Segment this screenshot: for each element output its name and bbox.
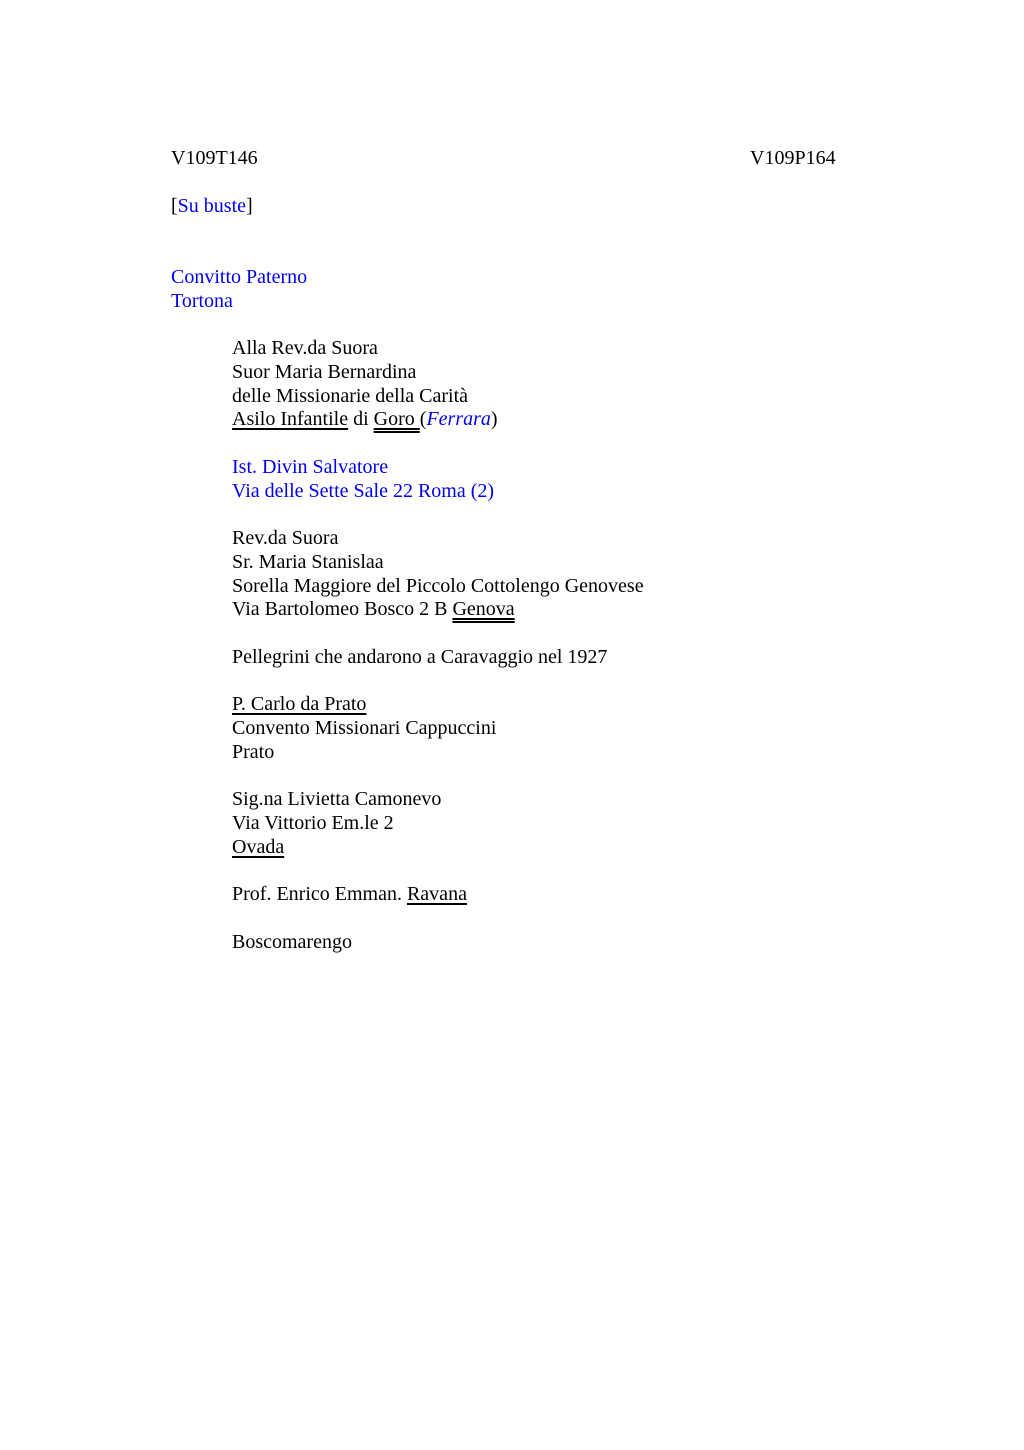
address-line: delle Missionarie della Carità bbox=[232, 385, 469, 407]
note-text: Su buste bbox=[177, 195, 247, 217]
address-line: Suor Maria Bernardina bbox=[232, 361, 417, 383]
address-text: di bbox=[348, 408, 374, 430]
address-line bbox=[232, 407, 498, 431]
address-text: ) bbox=[490, 408, 498, 430]
sender-line: Convitto Paterno bbox=[171, 266, 308, 288]
address-italic-text: Ferrara bbox=[426, 408, 491, 430]
sender-line: Tortona bbox=[171, 290, 233, 312]
document-code-left: V109T146 bbox=[171, 147, 258, 169]
address-line bbox=[232, 882, 467, 906]
address-line: Alla Rev.da Suora bbox=[232, 337, 378, 359]
address-line: Via delle Sette Sale 22 Roma (2) bbox=[232, 480, 495, 502]
address-line: Ovada bbox=[232, 836, 285, 858]
address-text: Prof. Enrico Emman. bbox=[232, 883, 407, 905]
address-line bbox=[232, 597, 515, 621]
address-underlined-text: Asilo Infantile bbox=[232, 408, 349, 430]
address-line: Boscomarengo bbox=[232, 931, 352, 953]
address-underlined-text: Ravana bbox=[406, 883, 467, 905]
address-line: Sr. Maria Stanislaa bbox=[232, 551, 384, 573]
address-text: ( bbox=[419, 408, 427, 430]
address-line: Rev.da Suora bbox=[232, 527, 339, 549]
address-line: Via Vittorio Em.le 2 bbox=[232, 812, 394, 834]
address-text: Via Bartolomeo Bosco 2 B bbox=[232, 598, 453, 620]
address-line: Sig.na Livietta Camonevo bbox=[232, 788, 442, 810]
address-line: Prato bbox=[232, 741, 275, 763]
note-open-bracket: [ bbox=[171, 195, 178, 217]
address-line: Ist. Divin Salvatore bbox=[232, 456, 389, 478]
address-line: Sorella Maggiore del Piccolo Cottolengo Genovese bbox=[232, 575, 644, 597]
address-line: Pellegrini che andarono a Caravaggio nel 1927 bbox=[232, 646, 608, 668]
address-line: P. Carlo da Prato bbox=[232, 693, 367, 715]
note-close-bracket: ] bbox=[246, 195, 253, 217]
envelope-note bbox=[171, 194, 253, 218]
address-line: Convento Missionari Cappuccini bbox=[232, 717, 497, 739]
address-double-underlined-text: Genova bbox=[452, 598, 515, 620]
document-code-right: V109P164 bbox=[750, 147, 836, 169]
address-double-underlined-text: Goro bbox=[373, 408, 420, 430]
